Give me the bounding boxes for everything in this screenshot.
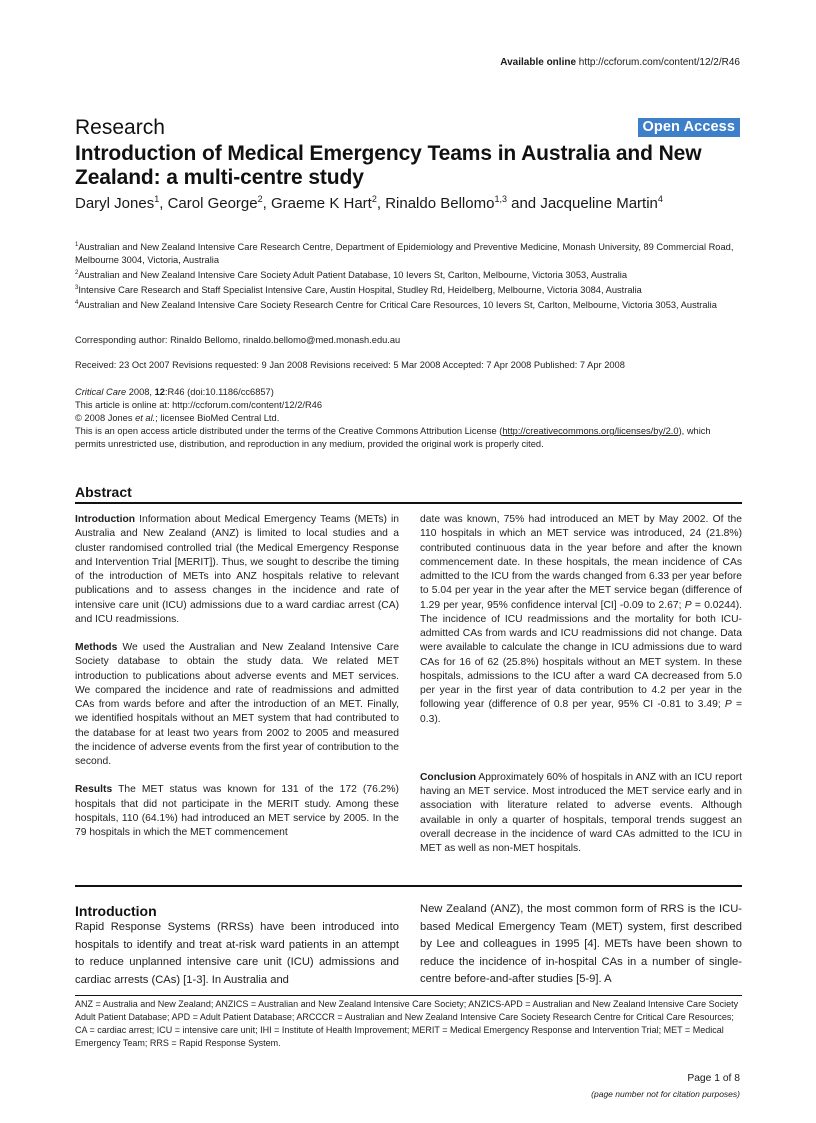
section-label: Methods [75,642,118,653]
abstract-left-column [75,513,399,854]
abstract-methods [75,641,399,769]
section-text: date was known, 75% had introduced an MET by May 2002. Of the 110 hospitals in which an MET service was introduced, 24 (21.8%) contributed continuous data in the year before and after the known commencement date. In these hospitals, the mean incidence of CAs admitted to the ICU from the wards changed from 6.33 per year before to 5.04 per year in the year after the MET service began (difference of 1.29 per year, 95% confidence interval [CI] -0.09 to 2.67; [420,514,742,611]
abstract-bottom-rule [75,885,742,887]
affiliation-number: 3 [75,285,79,292]
author-affil-mark: 1,3 [494,194,507,204]
license-text: This is an open access article distributed under the terms of the Creative Commons Attribution License ( [75,426,503,436]
online-line: This article is online at: http://ccforum.com/content/12/2/R46 [75,400,322,410]
author-affil-mark: 1 [154,194,160,204]
abstract-conclusion [420,771,742,857]
author-separator: and [506,195,541,212]
page-number: Page 1 of 8 [687,1073,740,1084]
article-url[interactable]: http://ccforum.com/content/12/2/R46 [578,57,740,68]
section-text: We used the Australian and New Zealand Intensive Care Society database to obtain the study data. We related MET introduction to publications about adverse events and MET services. We compared the incidence and rate of readmissions and admitted CAs from wards before and after the introduction of an MET. Finally, we identified hospitals without an MET system that had contributed to the database for at least two years from 2002 to 2005 and measured the incidence of adverse events from the first year of contribution to the second. [75,642,399,767]
section-label: Results [75,784,113,796]
affiliation [75,239,743,267]
citation-line [75,386,743,399]
corresponding-author: Corresponding author: Rinaldo Bellomo, rinaldo.bellomo@med.monash.edu.au [75,335,401,345]
abstract-heading: Abstract [75,484,132,500]
affiliation-text: Intensive Care Research and Staff Specialist Intensive Care, Austin Hospital, Studley Rd, Heidelberg, Melbourne, Victoria 3084, Australia [78,285,642,296]
affiliation [75,267,743,282]
author-name: Jacqueline Martin [540,195,658,212]
p-value-label: P [724,699,732,711]
abstract-introduction [75,513,399,627]
author-list [75,194,663,212]
citation-block [75,386,743,451]
journal-name: Critical Care [75,387,127,397]
license-line [75,425,743,451]
copyright-licensee: ; licensee BioMed Central Ltd. [155,413,280,423]
author-name: Graeme K Hart [270,195,372,212]
abstract-top-rule [75,502,742,504]
introduction-heading: Introduction [75,903,157,919]
author-separator: , [262,195,271,212]
affiliation [75,282,743,297]
abstract-right-column [420,513,742,870]
author-name: Rinaldo Bellomo [385,195,495,212]
footnote-rule [75,995,742,996]
affiliations [75,239,743,312]
affiliation [75,297,743,312]
author-separator: , [159,195,168,212]
citation-volume: 12 [154,387,165,397]
affiliation-number: 1 [75,242,79,248]
author-affil-mark: 2 [257,194,263,204]
article-title: Introduction of Medical Emergency Teams in Australia and New Zealand: a multi-centre study [75,142,702,189]
license-link[interactable]: http://creativecommons.org/licenses/by/2.0 [502,426,679,436]
p-value-label: P [684,599,692,611]
author-name: Daryl Jones [75,195,155,212]
introduction-right-column: New Zealand (ANZ), the most common form of RRS is the ICU-based Medical Emergency Team (MET) system, first described by Lee and colleagues in 1995 [4]. METs have been shown to reduce the incidence of in-hospital CAs in a number of single-centre before-and-after studies [5-9]. A [420,903,742,986]
author-affil-mark: 4 [657,194,663,204]
copyright-text: © 2008 Jones [75,413,136,423]
copyright-etal: et al. [135,413,156,423]
license-text-end: ), which permits unrestricted use, distribution, and reproduction in any medium, provided the original work is properly cited. [75,426,711,449]
available-label: Available online [500,57,577,68]
affiliation-text: Australian and New Zealand Intensive Care Research Centre, Department of Epidemiology and Preventive Medicine, Monash University, 89 Commercial Road, Melbourne 3004, Victoria, Australia [75,242,734,266]
open-access-badge: Open Access [638,118,740,137]
affiliation-text: Australian and New Zealand Intensive Care Society Adult Patient Database, 10 Ievers St, Carlton, Melbourne, Victoria 3053, Australia [78,270,627,281]
author-separator: , [376,195,386,212]
section-text: Information about Medical Emergency Teams (METs) in Australia and New Zealand (ANZ) is limited to local studies and a cluster randomised controlled trial (the Medical Emergency Response and Intervention Trial [MERIT]). Thus, we sought to describe the timing of the introduction of METs into ANZ hospitals relative to relevant publications and to assess changes in the incidence and rate of intensive care unit (ICU) admissions due to a ward cardiac arrest (CA) and ICU readmissions. [75,514,399,625]
article-type: Research [75,116,165,139]
section-text: = 0.3). [420,699,742,725]
section-label: Conclusion [420,771,477,783]
abbreviations-footnote: ANZ = Australia and New Zealand; ANZICS = Australian and New Zealand Intensive Care Society; ANZICS-APD = Australian and New Zealand Intensive Care Society Adult Patient Database; APD = Adult Patient Database; ARCCCR = Australian and New Zealand Intensive Care Society Research Centre for Critical Care Resources; CA = cardiac arrest; ICU = intensive care unit; IHI = Institute of Health Improvement; MERIT = Medical Emergency Response and Intervention Trial; MET = Medical Emergency Team; RRS = Rapid Response System. [75,999,739,1048]
affiliation-number: 4 [75,300,79,307]
introduction-left-column: Rapid Response Systems (RRSs) have been introduced into hospitals to identify and treat at-risk ward patients in an attempt to reduce unplanned intensive care unit (ICU) admissions and cardiac arrests (CAs) [1-3]. In Australia and [75,921,399,986]
section-text: The MET status was known for 131 of the 172 (76.2%) hospitals that did not participate in the MERIT study. Among these hospitals, 110 (64.1%) had introduced an MET service by 2005. In the 79 hospitals in which the MET commencement [75,784,399,838]
page-number-note: (page number not for citation purposes) [591,1089,740,1099]
citation-year: 2008, [126,387,155,397]
citation-doi: :R46 (doi:10.1186/cc6857) [164,387,274,397]
copyright-line [75,412,743,425]
article-dates: Received: 23 Oct 2007 Revisions requested: 9 Jan 2008 Revisions received: 5 Mar 2008 Accepted: 7 Apr 2008 Published: 7 Apr 2008 [75,360,625,370]
author-affil-mark: 2 [371,194,377,204]
abstract-results-continued [420,513,742,727]
affiliation-number: 2 [75,270,79,277]
availability-line [500,57,740,68]
author-name: Carol George [167,195,258,212]
section-label: Introduction [75,514,136,525]
abstract-results [75,783,399,840]
affiliation-text: Australian and New Zealand Intensive Care Society Research Centre for Critical Care Resources, 10 Ievers St, Carlton, Melbourne, Victoria 3053, Australia [78,300,717,311]
section-text: Approximately 60% of hospitals in ANZ with an ICU report having an MET service. Most introduced the MET service early and in association with literature related to adverse events. Although available in only a quarter of hospitals, temporal trends suggest an overall decrease in the incidence of ward CAs admitted to the ICU in MET as well as non-MET hospitals. [420,771,742,854]
section-text: = 0.0244). The incidence of ICU readmissions and the mortality for both ICU-admitted CAs from wards and ICU readmissions did not change. Data were available to calculate the change in ICU admissions due to ward CAs for 16 of 62 (25.8%) hospitals without an MET system. In these hospitals, admissions to the ICU after a ward CA decreased from 5.0 per year in the first year of data contribution to 4.2 per year in the following year (difference of 0.8 per year, 95% CI -0.81 to 3.49; [420,599,742,711]
